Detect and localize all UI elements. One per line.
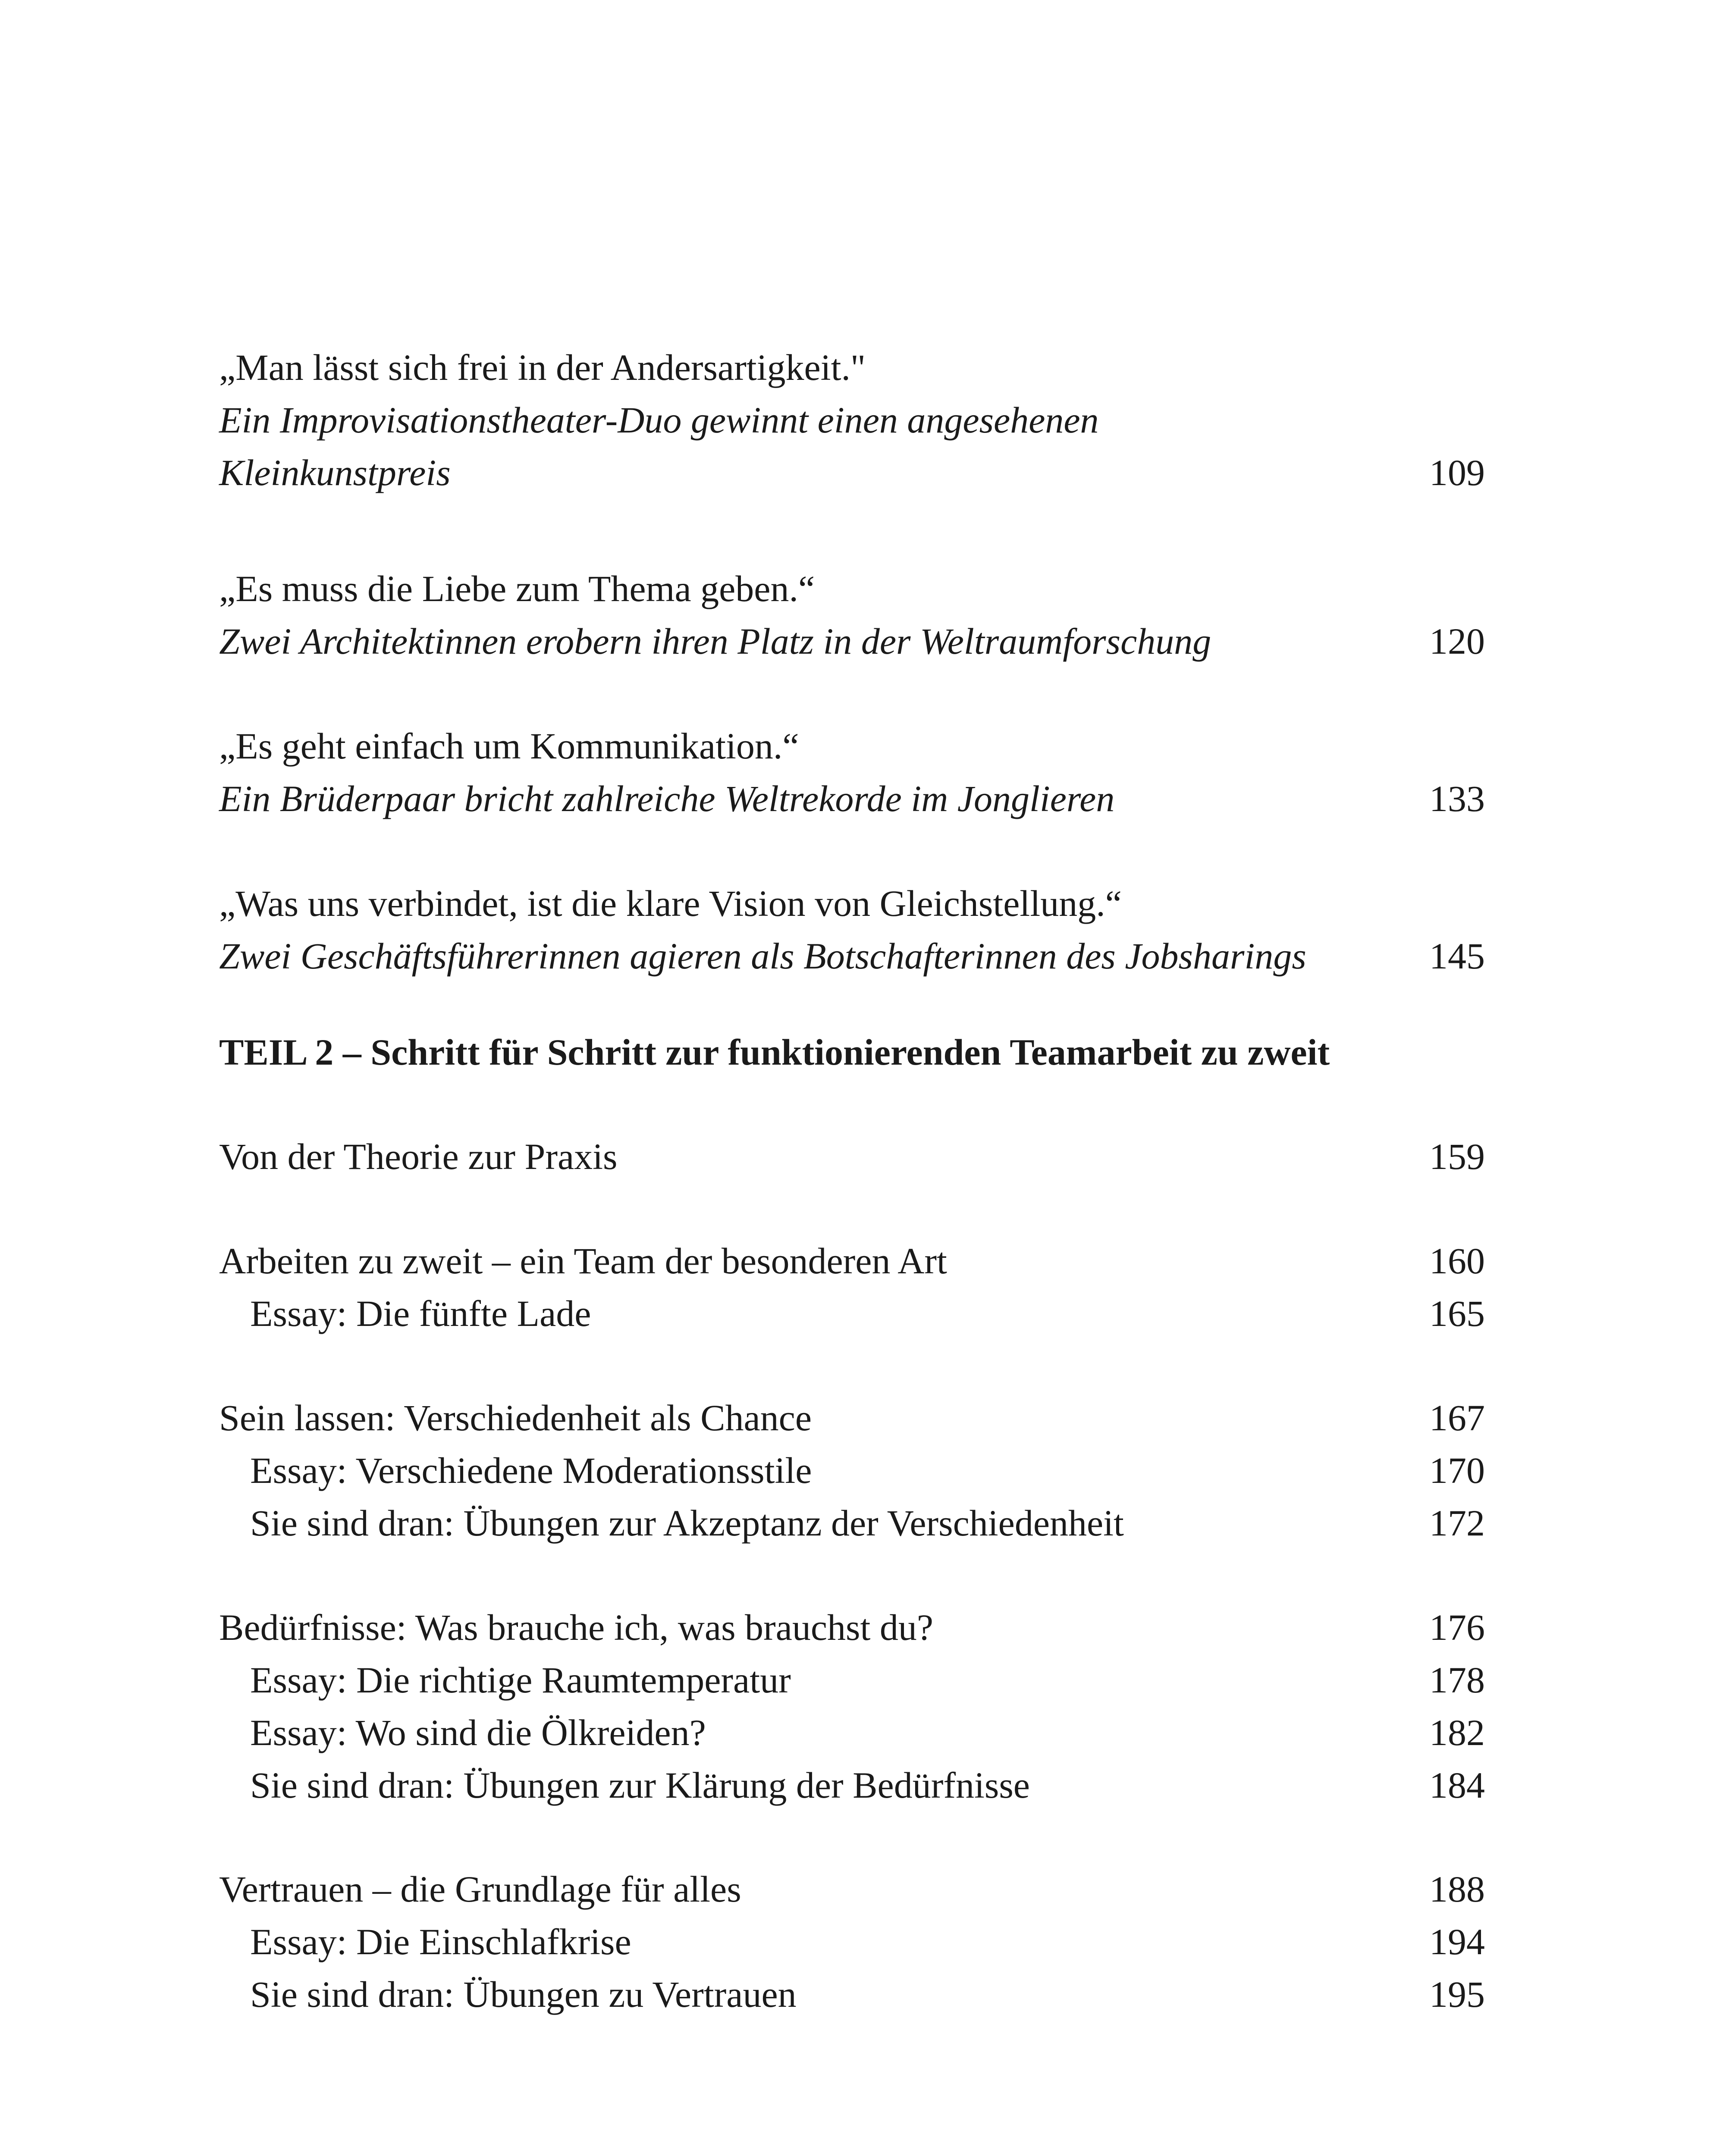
page-number: 133 [1429,778,1485,819]
section-line [219,1391,1485,1444]
entry-quote: „Man lässt sich frei in der Andersartigkeit." [219,347,866,388]
entry-subtitle-continued [219,446,1485,499]
toc-section-vertrauen [219,1863,1485,2021]
page-number: 195 [1429,1974,1485,2015]
entry-quote: „Es geht einfach um Kommunikation.“ [219,725,799,767]
toc-section-theorie [219,1130,1485,1183]
entry-subtitle-line [219,615,1485,667]
part-heading: TEIL 2 – Schritt für Schritt zur funktionierenden Teamarbeit zu zweit [219,1031,1330,1073]
toc-entry-improvisation [219,341,1485,499]
section-line [219,1130,1485,1183]
page-number: 182 [1429,1712,1485,1753]
page-number: 165 [1429,1293,1485,1334]
section-title: Von der Theorie zur Praxis [219,1136,618,1177]
subsection-title: Essay: Die richtige Raumtemperatur [250,1659,791,1701]
subsection-title: Essay: Die Einschlafkrise [250,1921,631,1962]
section-line [219,1235,1485,1287]
page-number: 172 [1429,1502,1485,1544]
subsection-line [219,1654,1485,1706]
entry-subtitle: Ein Brüderpaar bricht zahlreiche Weltrekorde im Jonglieren [219,778,1115,819]
section-title: Arbeiten zu zweit – ein Team der besonderen Art [219,1240,947,1282]
subsection-title: Sie sind dran: Übungen zur Akzeptanz der Verschiedenheit [250,1502,1124,1544]
toc-entry-jonglieren [219,720,1485,825]
toc-section-beduerfnisse [219,1601,1485,1811]
page-number: 159 [1429,1136,1485,1177]
page-number: 167 [1429,1397,1485,1438]
toc-section-verschiedenheit [219,1391,1485,1549]
subsection-title: Essay: Wo sind die Ölkreiden? [250,1712,706,1753]
entry-subtitle: Zwei Geschäftsführerinnen agieren als Botschafterinnen des Jobsharings [219,935,1306,977]
page-number: 145 [1429,935,1485,977]
page-number: 160 [1429,1240,1485,1282]
page-number: 176 [1429,1607,1485,1648]
entry-subtitle: Zwei Architektinnen erobern ihren Platz in der Weltraumforschung [219,620,1211,662]
entry-subtitle: Kleinkunstpreis [219,452,451,493]
subsection-line [219,1444,1485,1497]
subsection-line [219,1706,1485,1759]
entry-subtitle: Ein Improvisationstheater-Duo gewinnt einen angesehenen [219,399,1099,441]
subsection-line [219,1759,1485,1811]
section-line [219,1601,1485,1654]
page-number: 109 [1429,452,1485,493]
section-title: Vertrauen – die Grundlage für alles [219,1868,741,1910]
page-number: 178 [1429,1659,1485,1701]
toc-section-arbeiten [219,1235,1485,1340]
page-number: 188 [1429,1868,1485,1910]
entry-subtitle-line [219,772,1485,825]
page-number: 120 [1429,620,1485,662]
entry-quote: „Es muss die Liebe zum Thema geben.“ [219,568,815,609]
section-line [219,1863,1485,1915]
toc-entry-jobsharing [219,877,1485,982]
subsection-line [219,1968,1485,2021]
subsection-title: Sie sind dran: Übungen zur Klärung der Bedürfnisse [250,1764,1030,1806]
subsection-title: Essay: Verschiedene Moderationsstile [250,1450,812,1491]
page-number: 170 [1429,1450,1485,1491]
section-title: Sein lassen: Verschiedenheit als Chance [219,1397,812,1438]
entry-subtitle-line [219,930,1485,982]
page-number: 194 [1429,1921,1485,1962]
subsection-title: Sie sind dran: Übungen zu Vertrauen [250,1974,797,2015]
toc-entry-architektinnen [219,562,1485,667]
section-title: Bedürfnisse: Was brauche ich, was brauchst du? [219,1607,934,1648]
page-number: 184 [1429,1764,1485,1806]
entry-quote: „Was uns verbindet, ist die klare Vision von Gleichstellung.“ [219,883,1122,924]
subsection-line [219,1287,1485,1340]
subsection-line [219,1915,1485,1968]
subsection-line [219,1497,1485,1549]
subsection-title: Essay: Die fünfte Lade [250,1293,591,1334]
